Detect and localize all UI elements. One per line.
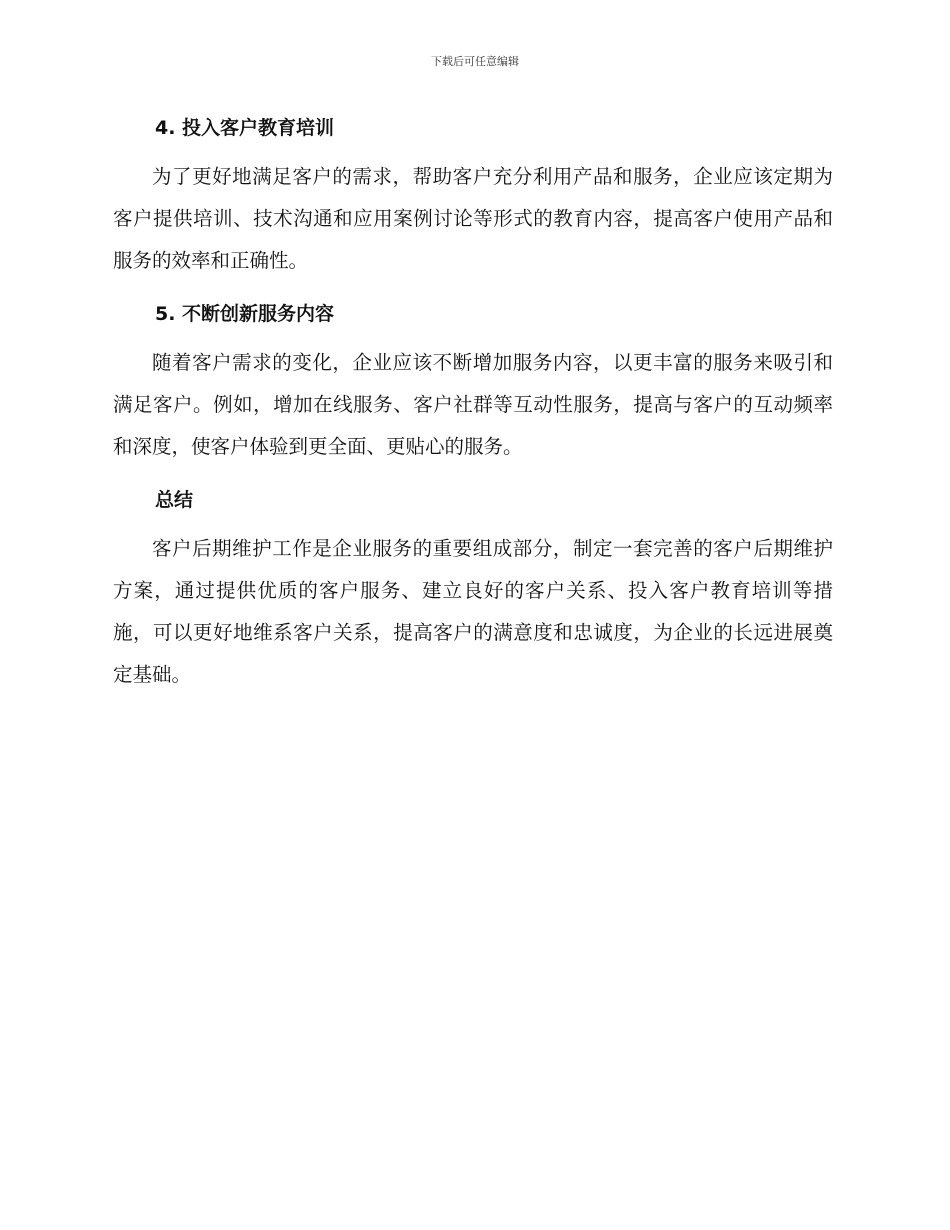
document-body xyxy=(113,110,833,710)
section-heading: 5. 不断创新服务内容 xyxy=(155,303,335,325)
section-service-innovation xyxy=(113,296,833,468)
section-heading: 4. 投入客户教育培训 xyxy=(155,117,335,139)
section-paragraph: 客户后期维护工作是企业服务的重要组成部分，制定一套完善的客户后期维护方案，通过提供优质的客户服务、建立良好的客户关系、投入客户教育培训等措施，可以更好地维系客户关系，提高客户的满意度和忠诚度，为企业的长远进展奠定基础。 xyxy=(113,537,833,686)
section-paragraph: 为了更好地满足客户的需求，帮助客户充分利用产品和服务，企业应该定期为客户提供培训、技术沟通和应用案例讨论等形式的教育内容，提高客户使用产品和服务的效率和正确性。 xyxy=(113,165,833,272)
section-paragraph: 随着客户需求的变化，企业应该不断增加服务内容，以更丰富的服务来吸引和满足客户。例如，增加在线服务、客户社群等互动性服务，提高与客户的互动频率和深度，使客户体验到更全面、更贴心的服务。 xyxy=(113,351,833,458)
section-summary xyxy=(113,482,833,696)
section-heading: 总结 xyxy=(155,489,194,511)
section-customer-training xyxy=(113,110,833,282)
page-header: 下载后可任意编辑 xyxy=(431,55,519,68)
